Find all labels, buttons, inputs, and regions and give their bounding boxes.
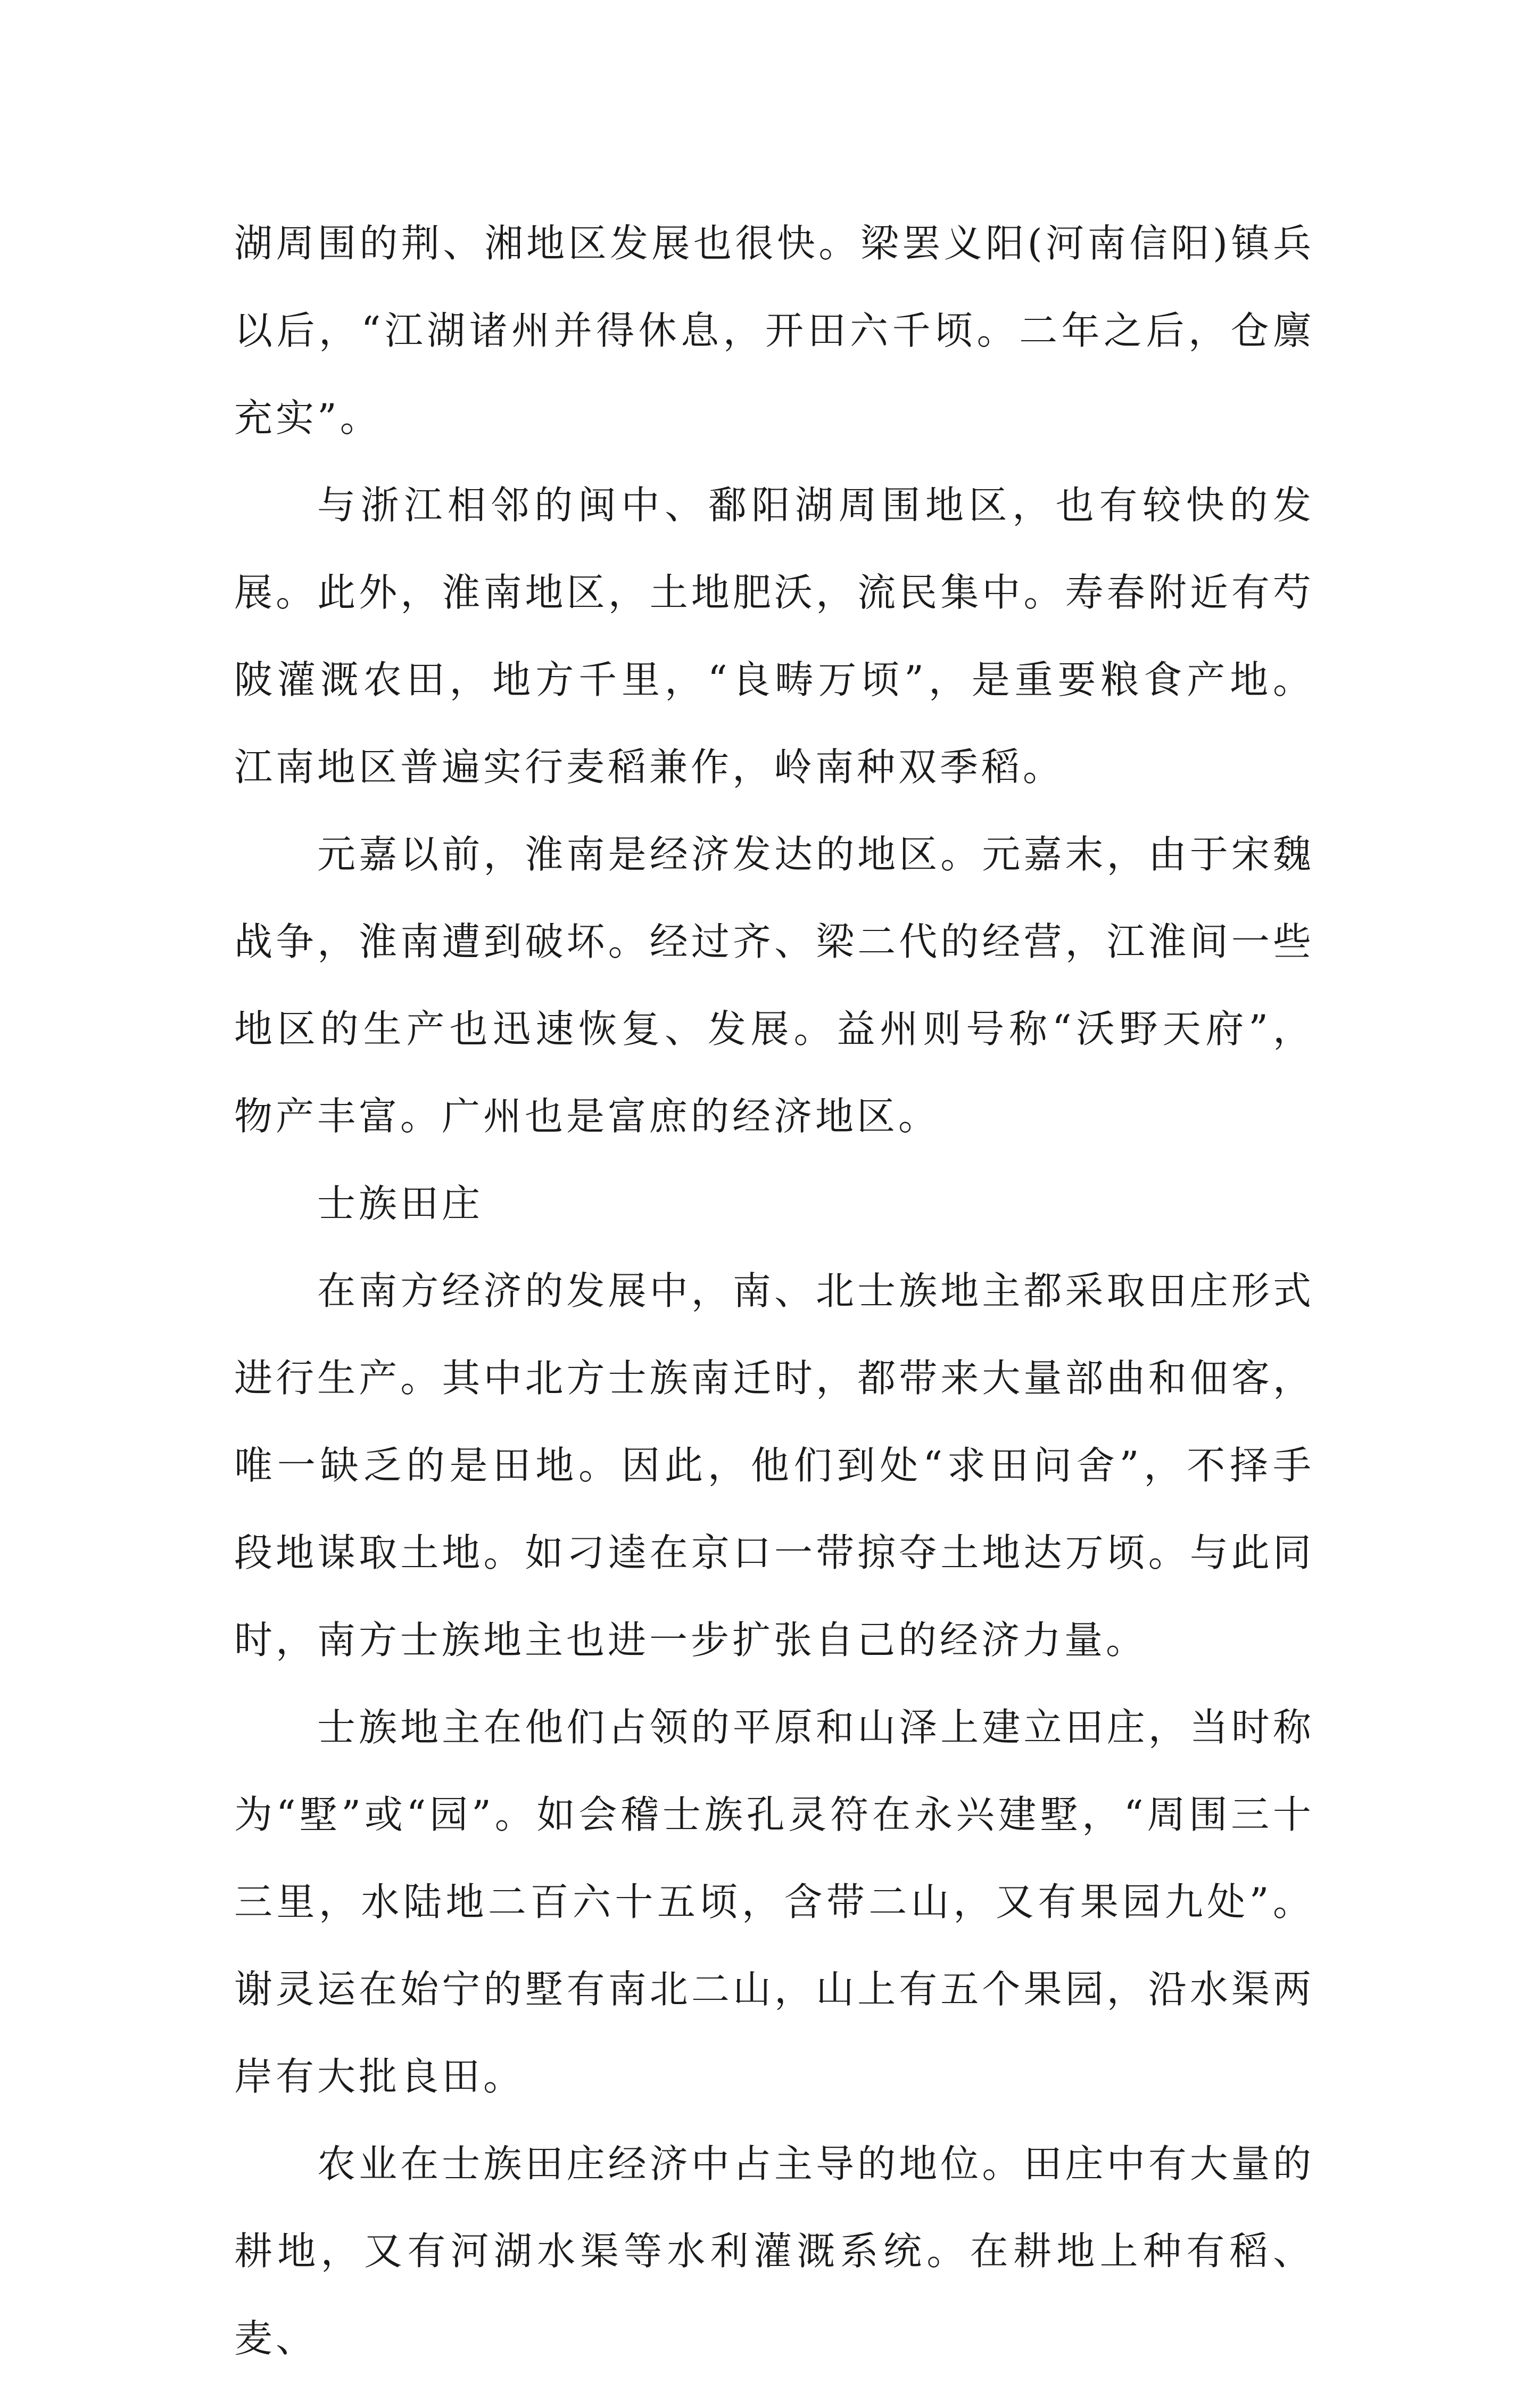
paragraph: 士族地主在他们占领的平原和山泽上建立田庄，当时称为“墅”或“园”。如会稽士族孔灵符在永兴建墅，“周围三十三里，水陆地二百六十五顷，含带二山，又有果园九处”。谢灵运在始宁的墅有南北二山，山上有五个果园，沿水渠两岸有大批良田。 [234,1705,1314,2099]
body-text [234,200,1314,2382]
paragraph-continued: 湖周围的荆、湘地区发展也很快。梁罢义阳(河南信阳)镇兵以后，“江湖诸州并得休息，开田六千顷。二年之后，仓廪充实”。 [234,221,1314,440]
paragraph: 农业在士族田庄经济中占主导的地位。田庄中有大量的耕地，又有河湖水渠等水利灌溉系统。在耕地上种有稻、麦、 [234,2141,1314,2361]
section-heading: 士族田庄 [317,1181,484,1226]
paragraph: 在南方经济的发展中，南、北士族地主都采取田庄形式进行生产。其中北方士族南迁时，都带来大量部曲和佃客，唯一缺乏的是田地。因此，他们到处“求田问舍”，不择手段地谋取土地。如刁逵在京口一带掠夺土地达万顷。与此同时，南方士族地主也进一步扩张自己的经济力量。 [234,1268,1314,1662]
paragraph: 元嘉以前，淮南是经济发达的地区。元嘉末，由于宋魏战争，淮南遭到破坏。经过齐、梁二代的经营，江淮间一些地区的生产也迅速恢复、发展。益州则号称“沃野天府”，物产丰富。广州也是富庶的经济地区。 [234,832,1314,1139]
paragraph: 与浙江相邻的闽中、鄱阳湖周围地区，也有较快的发展。此外，淮南地区，土地肥沃，流民集中。寿春附近有芍陂灌溉农田，地方千里，“良畴万顷”，是重要粮食产地。江南地区普遍实行麦稻兼作，岭南种双季稻。 [234,483,1314,789]
